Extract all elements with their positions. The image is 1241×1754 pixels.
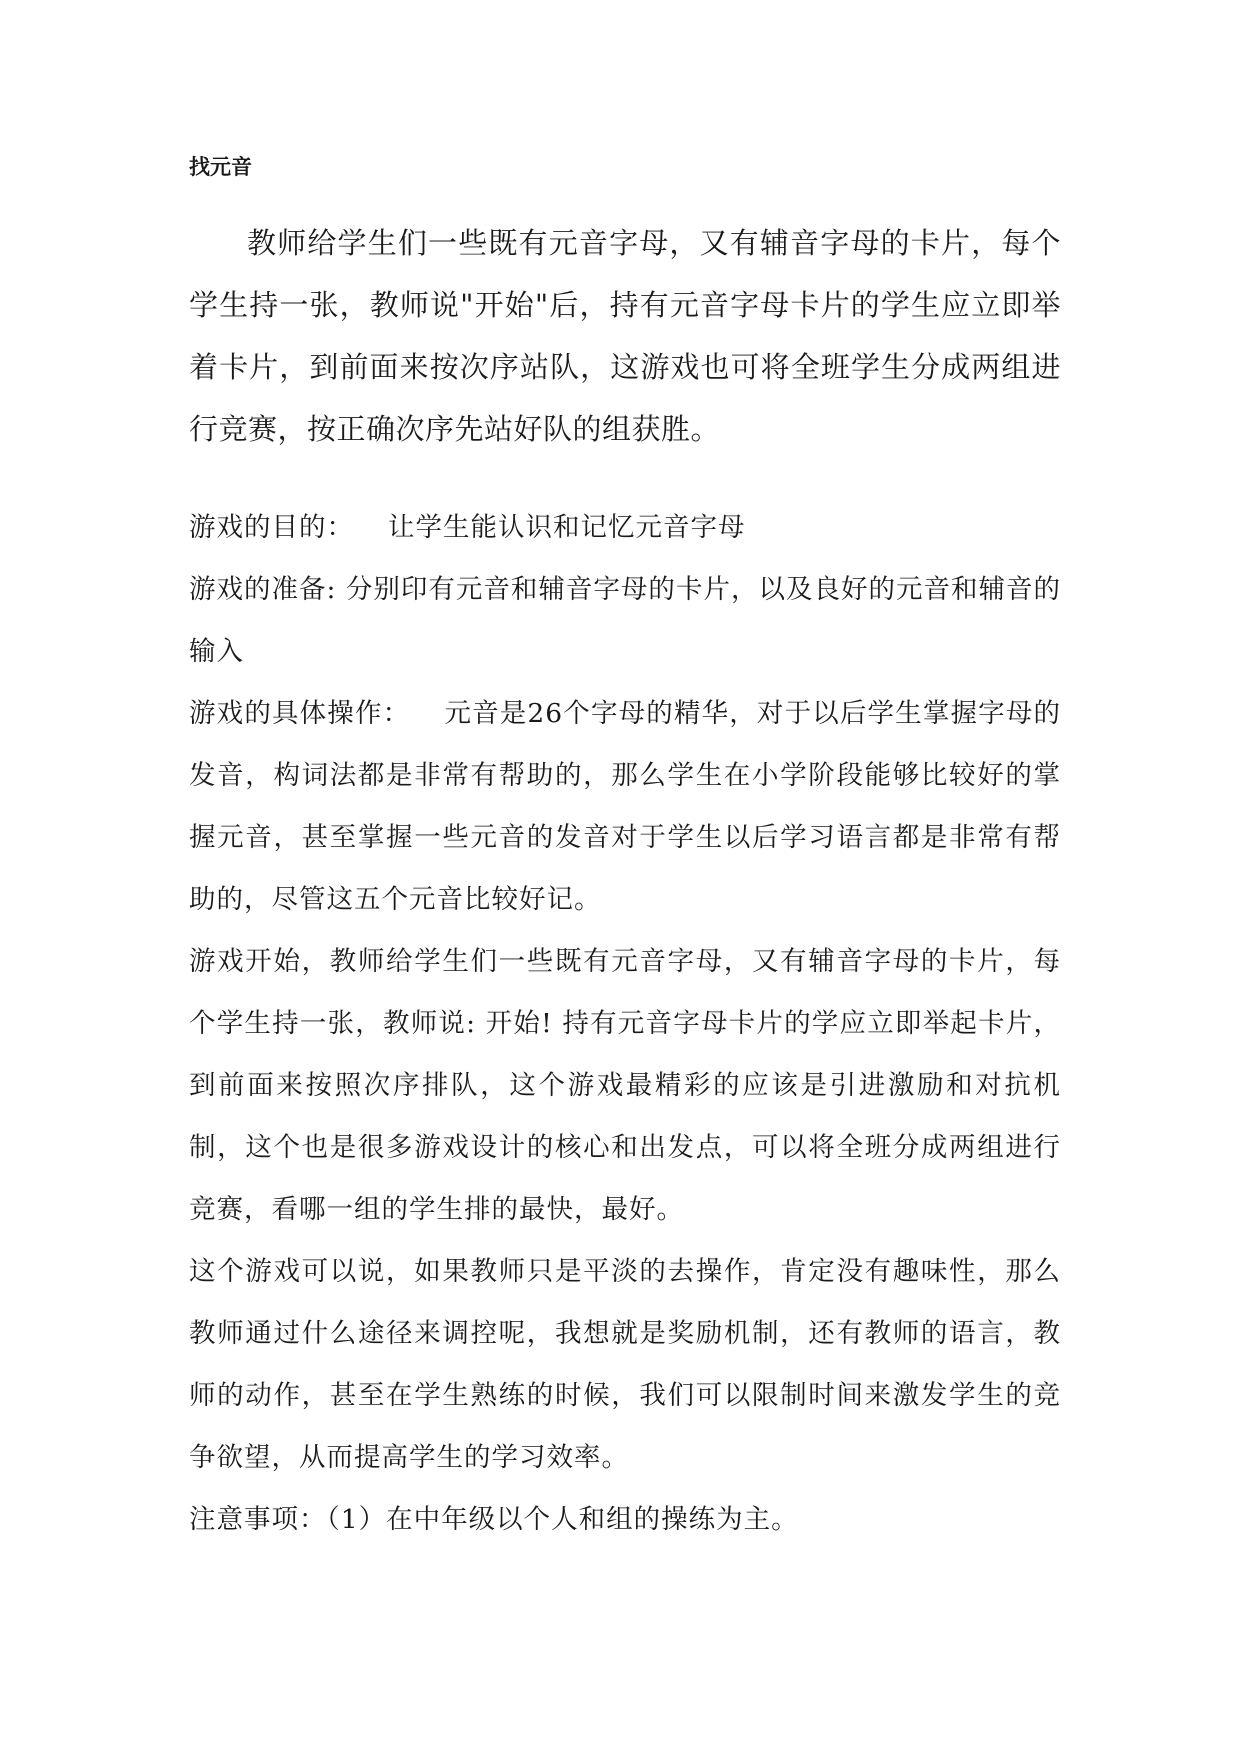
preparation-label: 游戏的准备: bbox=[189, 574, 337, 605]
operation-label: 游戏的具体操作： bbox=[189, 698, 411, 729]
operation-text: 元音是26个字母的精华，对于以后学生掌握字母的发音，构词法都是非常有帮助的，那么学生在小学阶段能够比较好的掌握元音，甚至掌握一些元音的发音对于学生以后学习语言都是非常有帮助的，尽管这五个元音比较好记。 bbox=[189, 698, 1061, 915]
notes-line bbox=[189, 1489, 1061, 1551]
preparation-text: 分别印有元音和辅音字母的卡片，以及良好的元音和辅音的输入 bbox=[189, 574, 1061, 667]
notes-text: （1）在中年级以个人和组的操练为主。 bbox=[326, 1504, 799, 1535]
preparation-paragraph bbox=[189, 559, 1061, 683]
document-body bbox=[189, 497, 1061, 1551]
goal-line bbox=[189, 497, 1061, 559]
goal-label: 游戏的目的： bbox=[189, 512, 354, 543]
document-title: 找元音 bbox=[189, 155, 252, 179]
operation-paragraph bbox=[189, 683, 1061, 931]
goal-text: 让学生能认识和记忆元音字母 bbox=[388, 512, 746, 543]
notes-label: 注意事项： bbox=[189, 1504, 327, 1535]
intro-paragraph: 教师给学生们一些既有元音字母，又有辅音字母的卡片，每个学生持一张，教师说"开始"后，持有元音字母卡片的学生应立即举着卡片，到前面来按次序站队，这游戏也可将全班学生分成两组进行竞赛，按正确次序先站好队的组获胜。 bbox=[189, 226, 1061, 446]
game-start-paragraph: 游戏开始，教师给学生们一些既有元音字母，又有辅音字母的卡片，每个学生持一张，教师说: 开始! 持有元音字母卡片的学应立即举起卡片，到前面来按照次序排队，这个游戏最精彩的应该是引进激励和对抗机制，这个也是很多游戏设计的核心和出发点，可以将全班分成两组进行竞赛，看哪一组的学生排的最快，最好。 bbox=[189, 946, 1061, 1225]
game-control-paragraph: 这个游戏可以说，如果教师只是平淡的去操作，肯定没有趣味性，那么教师通过什么途径来调控呢，我想就是奖励机制，还有教师的语言，教师的动作，甚至在学生熟练的时候，我们可以限制时间来激发学生的竞争欲望，从而提高学生的学习效率。 bbox=[189, 1256, 1061, 1473]
